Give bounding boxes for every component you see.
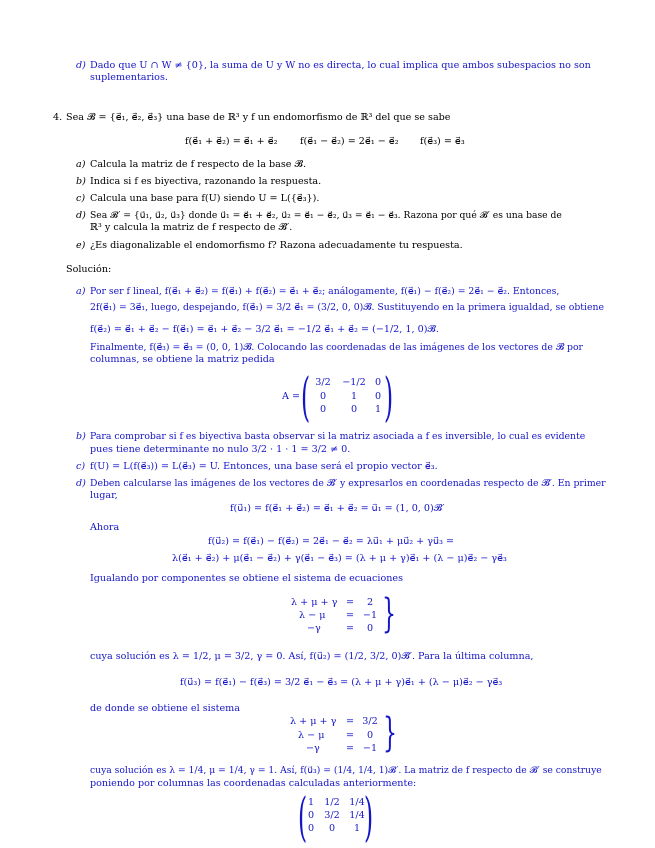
right-brace: } — [383, 710, 397, 756]
equation: f(u⃗₁) = f(e⃗₁ + e⃗₂) = e⃗₁ + e⃗₂ = u⃗₁ = (1, 0, 0)𝓑′ — [230, 503, 445, 514]
item-label: c) — [76, 193, 86, 204]
item-label: d) — [76, 210, 86, 221]
item-label: b) — [76, 176, 86, 187]
matrix-bracket: ) — [364, 788, 374, 848]
system-cell: 0 — [366, 730, 374, 741]
item-text: Calcula una base para f(U) siendo U = L({e⃗₃}). — [90, 193, 320, 204]
equation: f(e⃗₃) = e⃗₃ — [420, 136, 465, 147]
item-label: d) — [76, 60, 86, 71]
system-cell: = — [346, 623, 355, 634]
system-cell: 0 — [366, 623, 374, 634]
matrix-cell: 1/2 — [324, 797, 340, 808]
item-text: ¿Es diagonalizable el endomorfismo f? Razona adecuadamente tu respuesta. — [90, 240, 463, 251]
text-line: 2f(e⃗₁) = 3e⃗₁, luego, despejando, f(e⃗₁) = 3/2 e⃗₁ = (3/2, 0, 0)𝓑. Sustituyendo en la primera igualdad, se obtiene — [90, 302, 604, 313]
matrix-cell: 1 — [350, 391, 358, 402]
matrix-cell: 0 — [350, 404, 358, 415]
equation: f(u⃗₃) = f(e⃗₁) − f(e⃗₃) = 3/2 e⃗₁ − e⃗₃ = (λ + μ + γ)e⃗₁ + (λ − μ)e⃗₂ − γe⃗₃ — [180, 677, 503, 688]
text-line: cuya solución es λ = 1/4, μ = 1/4, γ = 1. Así, f(u⃗₃) = (1/4, 1/4, 1)𝓑′. La matriz de f respecto de 𝓑′ se construye — [90, 765, 602, 776]
matrix-cell: 3/2 — [315, 377, 331, 388]
text-line: f(e⃗₂) = e⃗₁ + e⃗₂ − f(e⃗₁) = e⃗₁ + e⃗₂ − 3/2 e⃗₁ = −1/2 e⃗₁ + e⃗₂ = (−1/2, 1, 0)𝓑. — [90, 324, 439, 335]
equation: λ(e⃗₁ + e⃗₂) + μ(e⃗₁ − e⃗₂) + γ(e⃗₁ − e⃗₃) = (λ + μ + γ)e⃗₁ + (λ − μ)e⃗₂ − γe⃗₃ — [172, 553, 507, 564]
equation: f(e⃗₁ + e⃗₂) = e⃗₁ + e⃗₂ — [185, 136, 278, 147]
system-cell: −1 — [362, 743, 378, 754]
matrix-cell: 0 — [374, 391, 382, 402]
text-line: f(U) = L(f(e⃗₃)) = L(e⃗₃) = U. Entonces, una base será el propio vector e⃗₃. — [90, 461, 438, 472]
item-label: b) — [76, 431, 86, 442]
matrix-cell: 3/2 — [324, 810, 340, 821]
system-cell: = — [346, 716, 355, 727]
system-cell: = — [346, 730, 355, 741]
problem-statement: Sea 𝓑 = {e⃗₁, e⃗₂, e⃗₃} una base de ℝ³ y f un endomorfismo de ℝ³ del que se sabe — [66, 112, 451, 123]
system-cell: 2 — [366, 597, 374, 608]
text-line: suplementarios. — [90, 72, 168, 83]
matrix-cell: 0 — [319, 391, 327, 402]
text-line: de donde se obtiene el sistema — [90, 703, 240, 714]
matrix-cell: 1 — [353, 823, 361, 834]
equation: f(e⃗₁ − e⃗₂) = 2e⃗₁ − e⃗₂ — [300, 136, 399, 147]
item-label: c) — [76, 461, 86, 472]
system-cell: λ + μ + γ — [290, 716, 337, 727]
matrix-cell: 0 — [319, 404, 327, 415]
text-line: poniendo por columnas las coordenadas calculadas anteriormente: — [90, 778, 417, 789]
solution-heading: Solución: — [66, 264, 112, 275]
text-line: Finalmente, f(e⃗₃) = e⃗₃ = (0, 0, 1)𝓑. Colocando las coordenadas de las imágenes de los vectores de 𝓑 por — [90, 342, 583, 353]
text-line: Dado que U ∩ W ≠ {0}, la suma de U y W no es directa, lo cual implica que ambos subespacios no son — [90, 60, 591, 71]
item-label: d) — [76, 478, 86, 489]
system-cell: = — [346, 610, 355, 621]
item-text: ℝ³ y calcula la matriz de f respecto de 𝓑′. — [90, 222, 293, 233]
item-label: a) — [76, 159, 86, 170]
system-cell: λ − μ — [299, 610, 326, 621]
matrix-cell: 0 — [374, 377, 382, 388]
matrix-cell: 0 — [328, 823, 336, 834]
system-cell: λ − μ — [298, 730, 325, 741]
right-brace: } — [382, 591, 396, 637]
item-label: a) — [76, 286, 86, 297]
text-line: lugar, — [90, 490, 118, 501]
item-text: Sea 𝓑′ = {u⃗₁, u⃗₂, u⃗₃} donde u⃗₁ = e⃗₁ + e⃗₂, u⃗₂ = e⃗₁ − e⃗₂, u⃗₃ = e⃗₁ − e⃗₃. Razona por qué 𝓑′ es una base de — [90, 210, 562, 221]
matrix-bracket: ( — [298, 788, 308, 848]
matrix-name: A = — [282, 391, 301, 402]
system-cell: −γ — [306, 743, 320, 754]
text-line: pues tiene determinante no nulo 3/2 · 1 · 1 = 3/2 ≠ 0. — [90, 444, 351, 455]
problem-number: 4. — [53, 112, 63, 123]
matrix-bracket: ) — [384, 368, 394, 428]
system-cell: 3/2 — [362, 716, 378, 727]
equation: f(u⃗₂) = f(e⃗₁) − f(e⃗₂) = 2e⃗₁ − e⃗₂ = λu⃗₁ + μu⃗₂ + γu⃗₃ = — [208, 536, 455, 547]
item-label: e) — [76, 240, 86, 251]
item-text: Indica si f es biyectiva, razonando la respuesta. — [90, 176, 322, 187]
item-text: Calcula la matriz de f respecto de la base 𝓑. — [90, 159, 307, 170]
matrix-cell: 1 — [307, 797, 315, 808]
text-line: Igualando por componentes se obtiene el sistema de ecuaciones — [90, 573, 404, 584]
text-line: Por ser f lineal, f(e⃗₁ + e⃗₂) = f(e⃗₁) + f(e⃗₂) = e⃗₁ + e⃗₂; análogamente, f(e⃗₁) − f(e⃗₂) = 2e⃗₁ − e⃗₂. Entonces, — [90, 286, 560, 297]
system-cell: = — [346, 743, 355, 754]
system-cell: −γ — [307, 623, 321, 634]
system-cell: λ + μ + γ — [291, 597, 338, 608]
matrix-cell: 0 — [307, 810, 315, 821]
matrix-cell: 0 — [307, 823, 315, 834]
text-line: Para comprobar si f es biyectiva basta observar si la matriz asociada a f es inversible, lo cual es evidente — [90, 431, 586, 442]
system-cell: = — [346, 597, 355, 608]
text-line: Ahora — [90, 522, 120, 533]
matrix-cell: −1/2 — [342, 377, 366, 388]
text-line: columnas, se obtiene la matriz pedida — [90, 354, 275, 365]
system-cell: −1 — [362, 610, 378, 621]
text-line: cuya solución es λ = 1/2, μ = 3/2, γ = 0. Así, f(u⃗₂) = (1/2, 3/2, 0)𝓑′. Para la última columna, — [90, 651, 534, 662]
matrix-cell: 1/4 — [349, 810, 365, 821]
matrix-cell: 1 — [374, 404, 382, 415]
matrix-bracket: ( — [301, 368, 311, 428]
matrix-cell: 1/4 — [349, 797, 365, 808]
text-line: Deben calcularse las imágenes de los vectores de 𝓑′ y expresarlos en coordenadas respecto de 𝓑′. En primer — [90, 478, 606, 489]
